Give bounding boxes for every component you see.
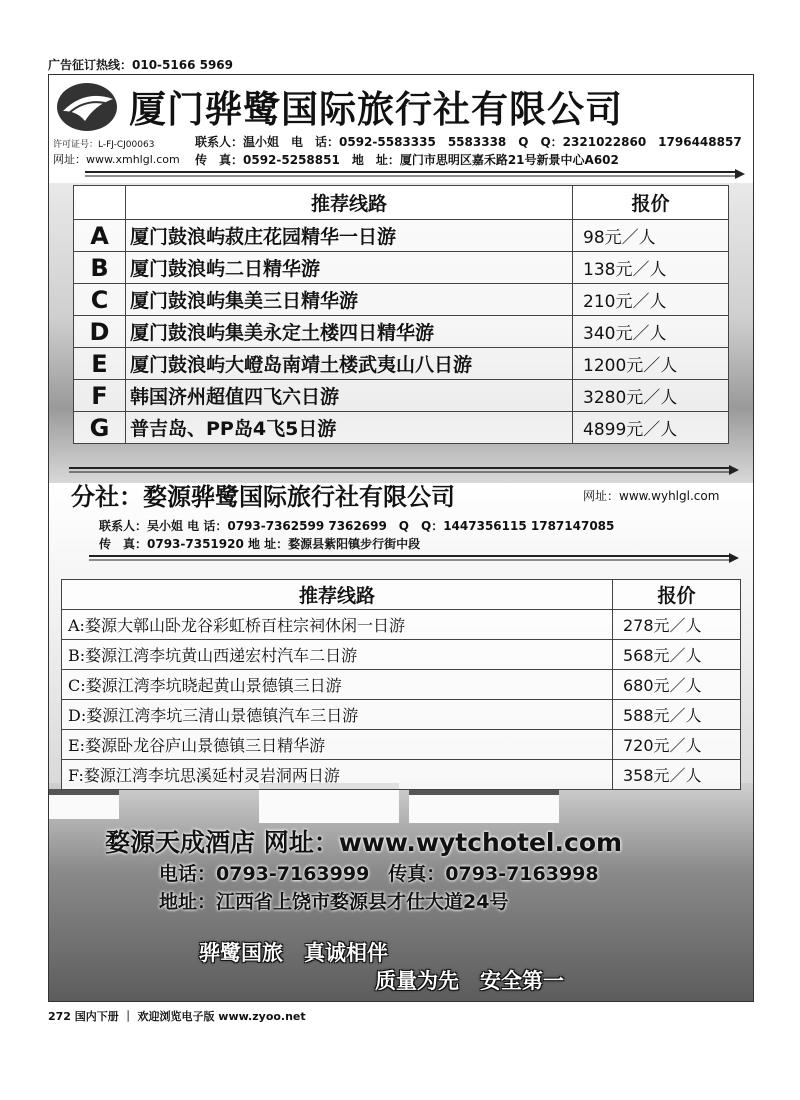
table-header-blank xyxy=(74,186,126,220)
route-price: 3280元／人 xyxy=(573,380,729,412)
divider-arrow-line xyxy=(89,553,739,563)
route-price: 340元／人 xyxy=(573,316,729,348)
table-row xyxy=(62,760,741,790)
table-row xyxy=(62,700,741,730)
table-row xyxy=(74,412,729,444)
divider-arrow-line xyxy=(69,465,739,475)
branch-contact-line-1: 联系人：吴小姐 电 话：0793-7362599 7362699 Q Q：1447356115 1787147085 xyxy=(99,519,615,533)
page-footer: 272 国内下册 ｜ 欢迎浏览电子版 www.zyoo.net xyxy=(48,1010,306,1023)
route-price: 568元／人 xyxy=(613,640,741,670)
route-name: F:婺源江湾李坑思溪延村灵岩洞两日游 xyxy=(62,760,613,790)
route-price: 98元／人 xyxy=(573,220,729,252)
route-code: F xyxy=(74,380,126,412)
route-name: B:婺源江湾李坑黄山西递宏村汽车二日游 xyxy=(62,640,613,670)
route-price: 138元／人 xyxy=(573,252,729,284)
hotel-phone-fax: 电话：0793-7163999 传真：0793-7163998 xyxy=(159,863,599,885)
route-name: 韩国济州超值四飞六日游 xyxy=(126,380,573,412)
route-price: 278元／人 xyxy=(613,610,741,640)
slogan-line-1: 骅鹭国旅 真诚相伴 xyxy=(199,941,388,965)
license-number: 许可证号：L-FJ-CJ00063 xyxy=(53,140,155,150)
route-name: 厦门鼓浪屿集美三日精华游 xyxy=(126,284,573,316)
table-row xyxy=(62,730,741,760)
table-row xyxy=(62,640,741,670)
wuyuan-routes-table xyxy=(61,579,741,790)
route-code: E xyxy=(74,348,126,380)
route-price: 210元／人 xyxy=(573,284,729,316)
xiamen-routes-table xyxy=(73,185,729,444)
branch-title: 分社：婺源骅鹭国际旅行社有限公司 xyxy=(71,483,455,511)
table-row xyxy=(74,252,729,284)
table-header-row xyxy=(74,186,729,220)
table-header-price: 报价 xyxy=(573,186,729,220)
route-price: 1200元／人 xyxy=(573,348,729,380)
building-shape xyxy=(409,789,559,823)
hotel-name-website: 婺源天成酒店 网址：www.wytchotel.com xyxy=(105,828,623,857)
route-name: 厦门鼓浪屿大嶝岛南靖土楼武夷山八日游 xyxy=(126,348,573,380)
header xyxy=(49,75,753,183)
table-row xyxy=(62,610,741,640)
ad-frame xyxy=(48,74,754,1002)
table-row xyxy=(74,284,729,316)
route-price: 680元／人 xyxy=(613,670,741,700)
route-name: E:婺源卧龙谷庐山景德镇三日精华游 xyxy=(62,730,613,760)
route-price: 588元／人 xyxy=(613,700,741,730)
route-code: C xyxy=(74,284,126,316)
company-website[interactable]: 网址：www.xmhlgl.com xyxy=(53,153,180,166)
table-row xyxy=(62,670,741,700)
table-row xyxy=(74,316,729,348)
table-header-price: 报价 xyxy=(613,580,741,610)
table-row xyxy=(74,220,729,252)
ad-hotline: 广告征订热线：010-5166 5969 xyxy=(48,58,234,72)
branch-website[interactable]: 网址：www.wyhlgl.com xyxy=(583,489,720,503)
slogan-line-2: 质量为先 安全第一 xyxy=(375,969,564,993)
route-name: 厦门鼓浪屿二日精华游 xyxy=(126,252,573,284)
table-header-route: 推荐线路 xyxy=(126,186,573,220)
contact-line-2: 传 真：0592-5258851 地 址：厦门市思明区嘉禾路21号新景中心A602 xyxy=(195,153,619,167)
company-logo-icon xyxy=(55,81,119,133)
route-price: 720元／人 xyxy=(613,730,741,760)
route-name: C:婺源江湾李坑晓起黄山景德镇三日游 xyxy=(62,670,613,700)
branch-contact-line-2: 传 真：0793-7351920 地 址：婺源县紫阳镇步行街中段 xyxy=(99,537,421,551)
table-row xyxy=(74,380,729,412)
divider-arrow-line xyxy=(85,169,745,179)
route-name: A:婺源大鄣山卧龙谷彩虹桥百柱宗祠休闲一日游 xyxy=(62,610,613,640)
route-name: 厦门鼓浪屿菽庄花园精华一日游 xyxy=(126,220,573,252)
route-code: A xyxy=(74,220,126,252)
route-code: B xyxy=(74,252,126,284)
route-code: G xyxy=(74,412,126,444)
company-name: 厦门骅鹭国际旅行社有限公司 xyxy=(129,88,623,131)
route-name: D:婺源江湾李坑三清山景德镇汽车三日游 xyxy=(62,700,613,730)
route-code: D xyxy=(74,316,126,348)
route-price: 4899元／人 xyxy=(573,412,729,444)
building-shape xyxy=(49,789,119,819)
table-header-route: 推荐线路 xyxy=(62,580,613,610)
route-name: 厦门鼓浪屿集美永定土楼四日精华游 xyxy=(126,316,573,348)
table-header-row xyxy=(62,580,741,610)
route-name: 普吉岛、PP岛4飞5日游 xyxy=(126,412,573,444)
table-row xyxy=(74,348,729,380)
contact-line-1: 联系人：温小姐 电 话：0592-5583335 5583338 Q Q：2321022860 1796448857 xyxy=(195,135,742,149)
hotel-address: 地址：江西省上饶市婺源县才仕大道24号 xyxy=(159,891,509,913)
route-price: 358元／人 xyxy=(613,760,741,790)
